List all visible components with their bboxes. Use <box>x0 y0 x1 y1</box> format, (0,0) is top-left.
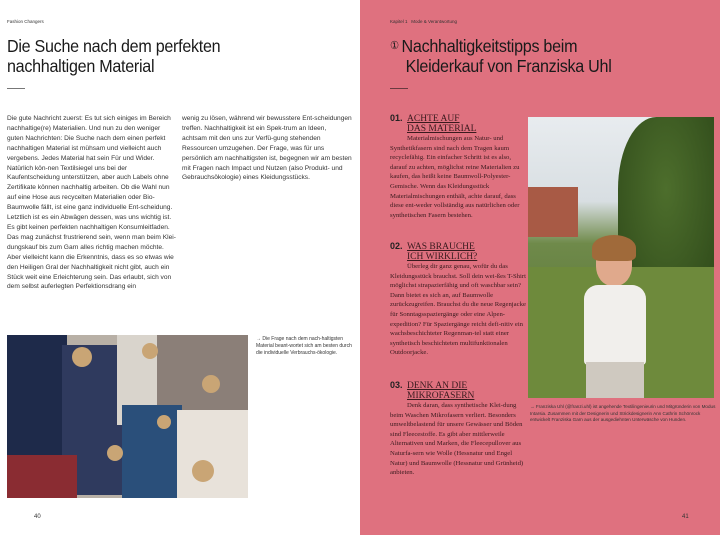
tip-text: Materialmischungen aus Natur- und Synthetikfasern sind nach dem Tragen kaum recyclefähig. Ein einfacher Schritt ist es also, darauf zu achten, möglichst reine Materialien zu kaufen, das heißt keine Baumwoll-Polyester-Gemische. Wenn das Kleidungsstück Materialmischungen enthält, achte darauf, dass diese ent-weder vollständig aus natürlichen oder synthetischen Fasern bestehen. <box>390 135 520 219</box>
body-column-1: Die gute Nachricht zuerst: Es tut sich einiges im Bereich nachhaltige(re) Materialien. Und nun zu den weniger guten Nachrichten: Die Suche nach dem einen perfekt nachhaltigen Material ist mühsam und vielleicht auch vergebens. Jedes Material hat sein Für und Wider. Natürlich kön-nen Textilsiegel uns bei der Kaufentscheidung unterstützen, aber auch Labels ohne Zertifikate können nachhaltig arbeiten. Ob die Wahl nun auf eine Hose aus recycelten Materialien oder Bio-Baumwolle fällt, ist eine ganz individuelle Ent-scheidung. Letztlich ist es ein Abwägen dessen, was uns wichtig ist. Es gibt keinen perfekten nachhaltigen Konsumleitfaden. Das mag zunächst frustrierend sein, wenn man beim Klei-dungskauf bis zum Garn alles richtig machen möchte. Aber vielleicht kann die Erkenntnis, dass es so etwas wie den Heiligen Gral der Nachhaltigkeit nicht gibt, auch ein Stück weit eine Erleichterung sein. Das erlaubt, sich von dem selbst auferlegten Perfektionsdrang ein <box>7 115 176 291</box>
tip-heading: DENK AN DIE <box>407 381 468 391</box>
tip-1 <box>390 114 528 220</box>
body-column-2: wenig zu lösen, während wir bewusstere Ent-scheidungen treffen. Nachhaltigkeit ist ein Spek-trum an Ideen, achtsam mit den uns zur Verfü-gung stehenden Ressourcen umzugehen. Der Frage, was für uns persönlich am nachhaltigsten ist, begegnen wir am besten mit Fragen nach Impact und Nutzen (also Produkt- und Gebrauchsökologie) eines Kleidungsstücks. <box>182 115 352 182</box>
section-label: Mode & Verantwortung <box>411 19 458 24</box>
title-rule <box>7 88 25 89</box>
chapter-label: Kapitel 1 <box>390 19 408 24</box>
tip-heading: ACHTE AUF <box>407 114 460 124</box>
portrait-caption: → Franziska Uhl (@franzi.uhl) ist angehende Textilingenieurin und Mitgründerin von Modus Intarsia. Zusammen mit der Designerin und Strickdesignerin Ann Cathrin Schönrock entwickelt Franziska Garn aus der ausgediehnten Unterwäsche von Hunden. <box>530 404 716 423</box>
page-number: 40 <box>34 514 41 520</box>
article-title <box>390 36 612 76</box>
tip-text: Überleg dir ganz genau, wofür du das Kleidungsstück brauchst. Soll dein wei-ßes T-Shirt möglichst strapazierfähig und oft waschbar sein? Dann bietet es sich an, auf Baumwolle zurückzugreifen. Brauchst du die neue Regenjacke für Sonntagsspaziergänge oder eine Alpen-expedition? Für Spaziergänge reicht defi-nitiv ein wachsbeschichteter Regenman-tel statt einer synthetisch beschichteten multifunktionalen Outdoorjacke. <box>390 263 526 357</box>
tip-3 <box>390 381 528 478</box>
tip-heading: ICH WIRKLICH? <box>407 252 478 262</box>
tip-text: Denk daran, dass synthetische Klei-dung beim Waschen Mikrofasern verliert. Besonders umweltbelastend für unsere Gewässer und Böden sind Fleecestoffe. Es gibt aber mittlerweile Alternativen und Marken, die Fleecepullover aus Naturfa-sern wie Wolle (Hessnatur und Engel Natur) und Baumwolle (Hessnatur und Grünheid) anbieten. <box>390 402 524 477</box>
photo-caption: → Die Frage nach dem nach-haltigsten Material beant-wortet sich am besten durch die individuelle Verbrauchs-ökologie. <box>256 336 352 357</box>
title-line: Die Suche nach dem perfekten <box>7 36 221 56</box>
right-page <box>360 0 720 535</box>
tip-heading: DAS MATERIAL <box>407 124 477 134</box>
tip-number: 02. <box>390 241 403 251</box>
tip-number: 01. <box>390 113 403 123</box>
running-head: Fashion Changers <box>7 19 44 24</box>
circled-one-icon: ① <box>390 40 399 52</box>
title-line: Kleiderkauf von Franziska Uhl <box>405 56 612 76</box>
tip-heading: WAS BRAUCHE <box>407 242 475 252</box>
tip-2 <box>390 242 528 358</box>
title-line: nachhaltigen Material <box>7 56 155 76</box>
tip-number: 03. <box>390 380 403 390</box>
title-rule <box>390 88 408 89</box>
article-title <box>7 36 220 76</box>
page-number: 41 <box>682 514 689 520</box>
title-line: Nachhaltigkeitstipps beim <box>401 36 578 56</box>
fabric-rolls-photo <box>7 335 248 498</box>
running-head <box>390 19 457 24</box>
tip-heading: MIKROFASERN <box>407 391 475 401</box>
portrait-photo <box>528 117 714 398</box>
